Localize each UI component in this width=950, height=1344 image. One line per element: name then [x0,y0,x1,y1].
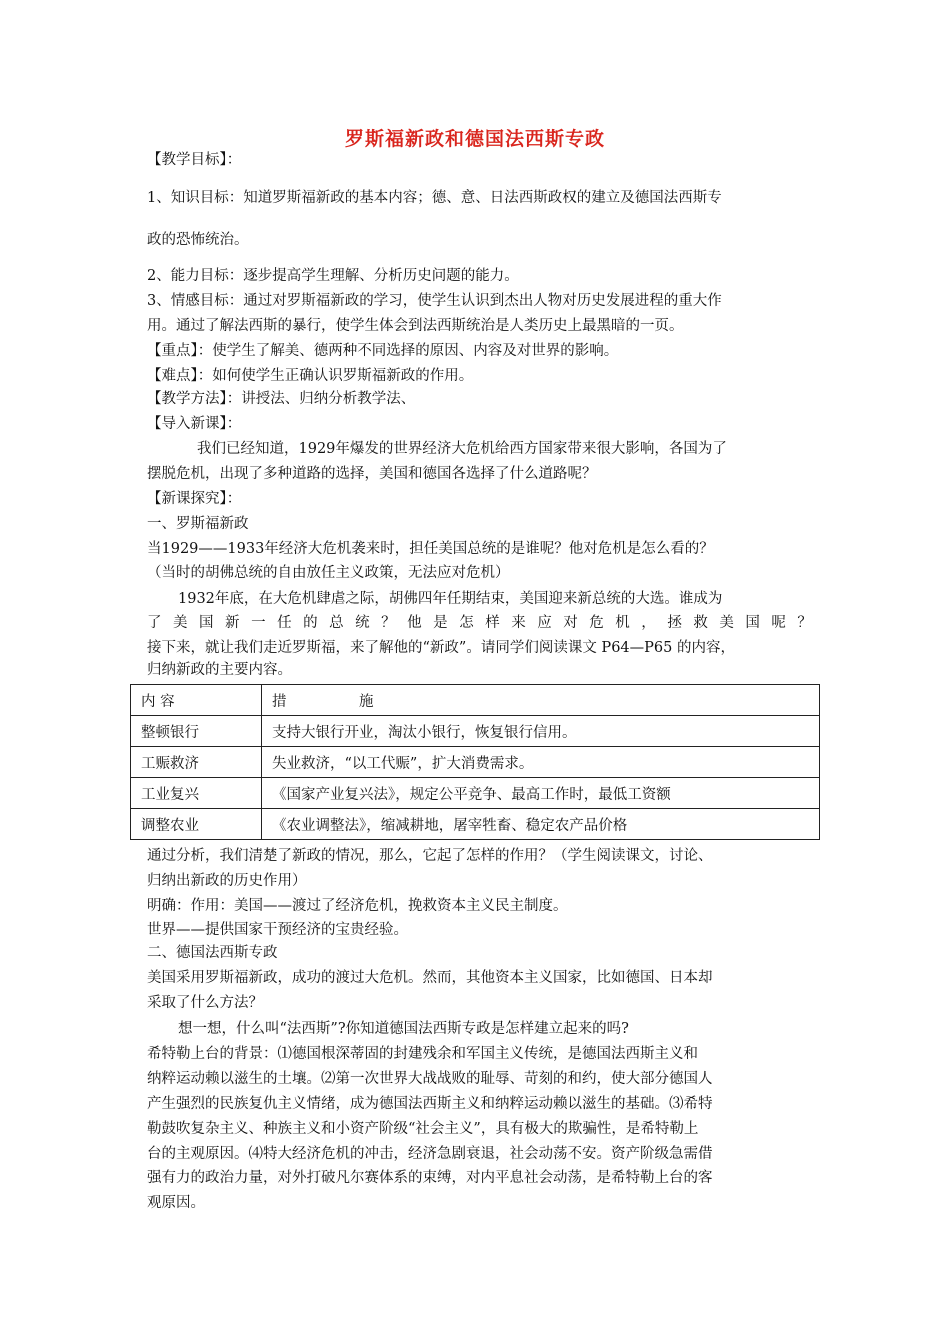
text-line: （当时的胡佛总统的自由放任主义政策，无法应对危机） [147,565,510,581]
text-line: 当1929——1933年经济大危机袭来时，担任美国总统的是谁呢？他对危机是怎么看的？ [147,541,714,557]
table-cell: 失业救济，“以工代赈”，扩大消费需求。 [262,747,820,778]
text-line: 台的主观原因。⑷特大经济危机的冲击，经济急剧衰退，社会动荡不安。资产阶级急需借 [147,1146,713,1162]
text-line: 摆脱危机，出现了多种道路的选择，美国和德国各选择了什么道路呢？ [147,466,597,482]
text-line: 政的恐怖统治。 [147,232,249,248]
justified-char: 样 [485,615,500,631]
table-row [131,778,820,809]
table-cell: 《农业调整法》，缩减耕地，屠宰牲畜、稳定农产品价格 [262,809,820,840]
justified-char: 新 [225,615,240,631]
table-row [131,747,820,778]
table-cell: 支持大银行开业，淘汰小银行，恢复银行信用。 [262,716,820,747]
justified-char: 了 [147,615,162,631]
text-line: 想一想，什么叫“法西斯”?你知道德国法西斯专政是怎样建立起来的吗? [178,1021,629,1037]
justified-char: ？ [381,615,396,631]
justified-char: 一 [251,615,266,631]
justified-char: 呢 [771,615,786,631]
justified-char: 国 [745,615,760,631]
text-line: 2、能力目标：逐步提高学生理解、分析历史问题的能力。 [147,268,519,284]
text-line: 纳粹运动赖以滋生的土壤。⑵第一次世界大战战败的耻辱、苛刻的和约，使大部分德国人 [147,1071,713,1087]
table-cell: 《国家产业复兴法》，规定公平竞争、最高工作时，最低工资额 [262,778,820,809]
justified-char: 国 [199,615,214,631]
table-header-row [131,685,820,716]
text-line: 希特勒上台的背景：⑴德国根深蒂固的封建残余和军国主义传统，是德国法西斯主义和 [147,1046,698,1062]
table-cell: 调整农业 [131,809,262,840]
justified-char: 他 [407,615,422,631]
subsection-heading: 一、罗斯福新政 [147,516,249,532]
justified-char: 对 [563,615,578,631]
text-line: 【重点】：使学生了解美、德两种不同选择的原因、内容及对世界的影响。 [147,343,619,359]
justified-char: ， [641,615,656,631]
justified-char: 应 [537,615,552,631]
text-line: 观原因。 [147,1195,205,1211]
justified-char: ？ [797,615,812,631]
justified-char: 的 [303,615,318,631]
justified-char: 美 [173,615,188,631]
justified-char: 任 [277,615,292,631]
text-line: 1、知识目标：知道罗斯福新政的基本内容；德、意、日法西斯政权的建立及德国法西斯专 [147,190,722,206]
table-header-cell: 内 容 [131,685,262,716]
table-row [131,809,820,840]
justified-char: 危 [589,615,604,631]
justified-char: 机 [615,615,630,631]
justified-char: 是 [433,615,448,631]
text-line: 接下来，就让我们走近罗斯福，来了解他的“新政”。请同学们阅读课文 P64—P65 的内容， [147,640,735,656]
new-deal-table [130,684,820,840]
subsection-heading: 二、德国法西斯专政 [147,945,278,961]
section-heading-goals: 【教学目标】： [147,152,242,168]
justified-char: 来 [511,615,526,631]
text-line: 采取了什么方法？ [147,995,263,1011]
section-heading-intro: 【导入新课】： [147,416,242,432]
justified-char: 统 [355,615,370,631]
justified-char: 总 [329,615,344,631]
text-line: 通过分析，我们清楚了新政的情况，那么，它起了怎样的作用？（学生阅读课文，讨论、 [147,848,713,864]
document-title: 罗斯福新政和德国法西斯专政 [344,128,605,150]
text-line: 【难点】：如何使学生正确认识罗斯福新政的作用。 [147,368,474,384]
table-cell: 整顿银行 [131,716,262,747]
text-line: 3、情感目标：通过对罗斯福新政的学习，使学生认识到杰出人物对历史发展进程的重大作 [147,293,722,309]
text-line: 勒鼓吹复杂主义、种族主义和小资产阶级“社会主义”，具有极大的欺骗性，是希特勒上 [147,1121,699,1137]
justified-char: 拯 [667,615,682,631]
justified-char: 美 [719,615,734,631]
text-line: 明确：作用：美国——渡过了经济危机，挽救资本主义民主制度。 [147,898,568,914]
text-line: 1932年底，在大危机肆虐之际，胡佛四年任期结束，美国迎来新总统的大选。谁成为 [178,591,723,607]
justified-char: 救 [693,615,708,631]
section-heading-explore: 【新课探究】： [147,491,242,507]
text-line: 用。通过了解法西斯的暴行，使学生体会到法西斯统治是人类历史上最黑暗的一页。 [147,318,684,334]
text-line-justified [147,613,827,633]
table-row [131,716,820,747]
text-line: 归纳出新政的历史作用） [147,873,307,889]
text-line: 世界——提供国家干预经济的宝贵经验。 [147,922,408,938]
table-cell: 工业复兴 [131,778,262,809]
text-line: 美国采用罗斯福新政，成功的渡过大危机。然而，其他资本主义国家，比如德国、日本却 [147,970,713,986]
table-header-cell: 措 施 [262,685,820,716]
justified-char: 怎 [459,615,474,631]
text-line: 归纳新政的主要内容。 [147,662,292,678]
table-cell: 工赈救济 [131,747,262,778]
text-line: 产生强烈的民族复仇主义情绪，成为德国法西斯主义和纳粹运动赖以滋生的基础。⑶希特 [147,1096,713,1112]
text-line: 我们已经知道，1929年爆发的世界经济大危机给西方国家带来很大影响，各国为了 [197,441,727,457]
text-line: 【教学方法】：讲授法、归纳分析教学法、 [147,391,416,407]
text-line: 强有力的政治力量，对外打破凡尔赛体系的束缚，对内平息社会动荡，是希特勒上台的客 [147,1170,713,1186]
